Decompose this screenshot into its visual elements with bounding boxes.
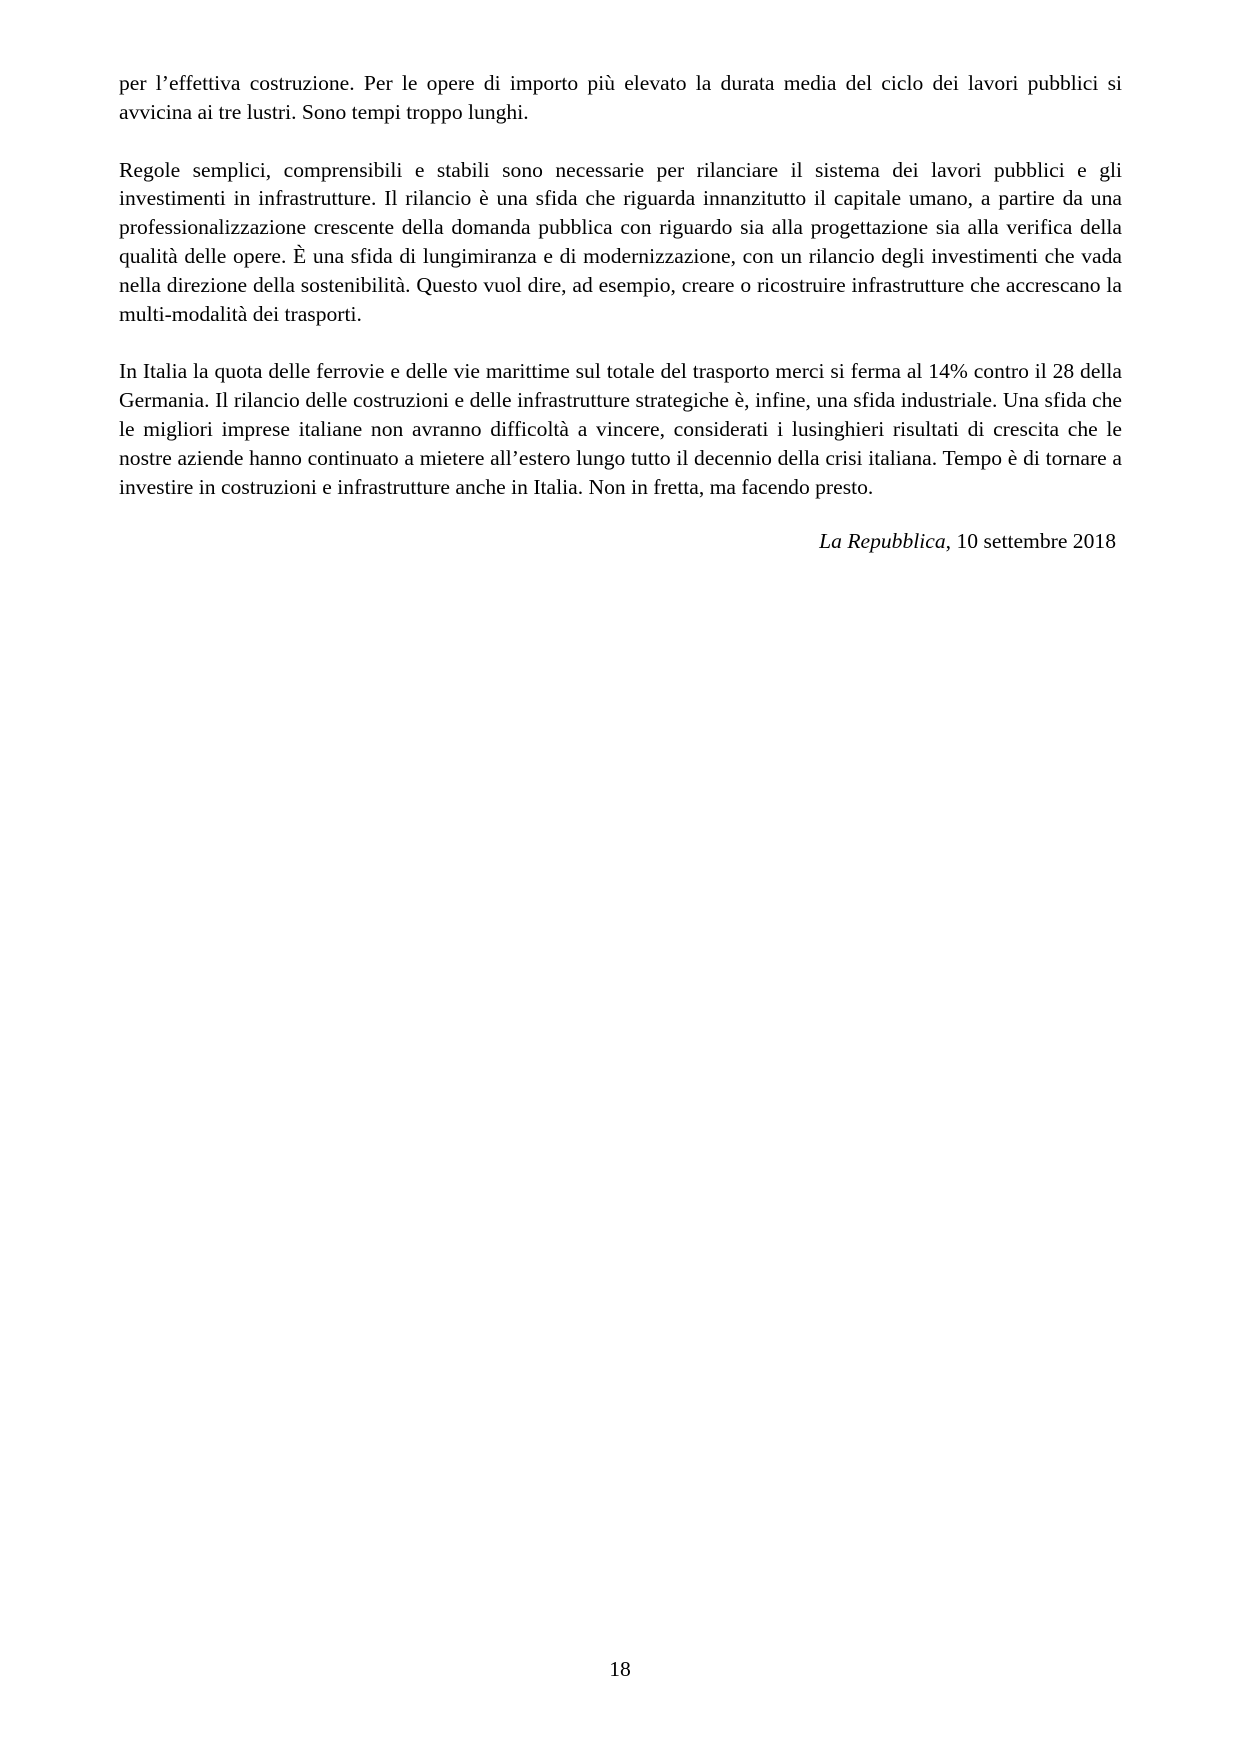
source-citation [119,527,1116,556]
source-date: , 10 settembre 2018 [945,529,1116,554]
paragraph-3: In Italia la quota delle ferrovie e delle vie marittime sul totale del trasporto merci si ferma al 14% contro il 28 della Germania. Il rilancio delle costruzioni e delle infrastrutture strategiche è, infine, una sfida industriale. Una sfida che le migliori imprese italiane non avranno difficoltà a vincere, considerati i lusinghieri risultati di crescita che le nostre aziende hanno continuato a mietere all’estero lungo tutto il decennio della crisi italiana. Tempo è di tornare a investire in costruzioni e infrastrutture anche in Italia. Non in fretta, ma facendo presto. [119,359,1122,499]
paragraph-2: Regole semplici, comprensibili e stabili sono necessarie per rilanciare il sistema dei lavori pubblici e gli investimenti in infrastrutture. Il rilancio è una sfida che riguarda innanzitutto il capitale umano, a partire da una professionalizzazione crescente della domanda pubblica con riguardo sia alla progettazione sia alla verifica della qualità delle opere. È una sfida di lungimiranza e di modernizzazione, con un rilancio degli investimenti che vada nella direzione della sostenibilità. Questo vuol dire, ad esempio, creare o ricostruire infrastrutture che accrescano la multi-modalità dei trasporti. [119,157,1122,326]
document-body [119,69,1122,556]
source-publication: La Repubblica [819,529,946,554]
paragraph-1: per l’effettiva costruzione. Per le opere di importo più elevato la durata media del ciclo dei lavori pubblici si avvicina ai tre lustri. Sono tempi troppo lunghi. [119,71,1122,124]
page-number: 18 [609,1657,631,1681]
